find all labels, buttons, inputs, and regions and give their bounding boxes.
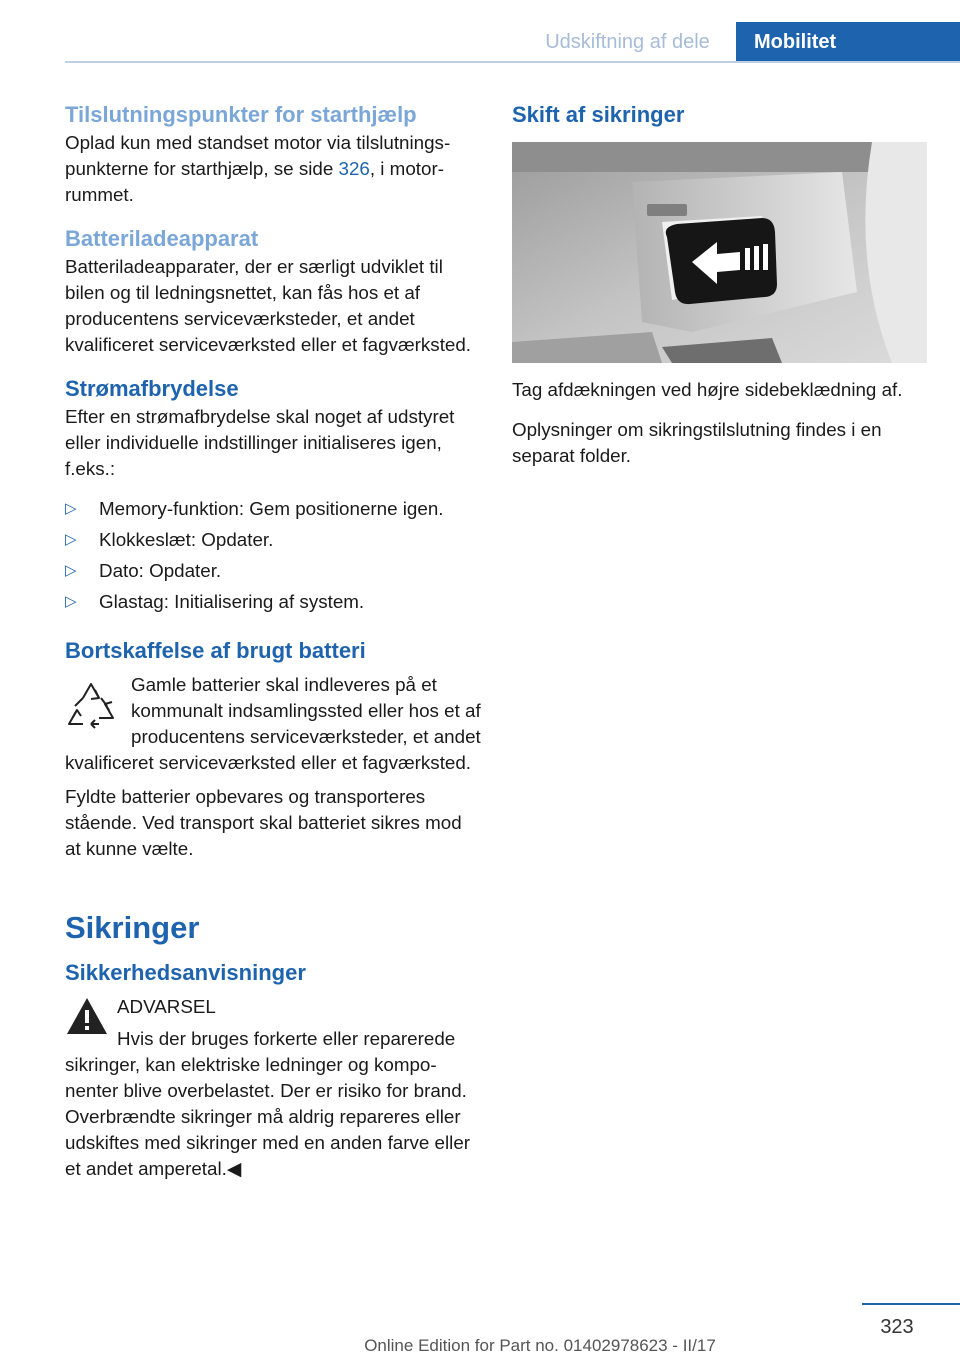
heading-fuses: Sikringer — [65, 910, 200, 945]
bullet-triangle-icon: ▷ — [65, 593, 77, 610]
battery-charger-text: Batteriladeapparater, der er særligt udviklet til bilen og til ledningsnettet, kan fås hos et af producentens serviceværksteder, et andet kvalificeret serviceværksted eller et fagværksted. — [65, 256, 472, 355]
disposal-text: Gamle batterier skal indleveres på et kommunalt indsamlingssted eller hos et af producentens serviceværksteder, et andet kvalificeret serviceværksted eller et fagværksted. — [65, 674, 481, 773]
list-item: ▷ Klokkeslæt: Opdater. — [65, 527, 481, 553]
warning-triangle-icon — [65, 996, 109, 1038]
header-section-tab: Udskiftning af dele — [545, 30, 710, 53]
list-item: ▷ Memory-funktion: Gem positionerne igen. — [65, 496, 481, 522]
warning-text: Hvis der bruges forkerte eller reparerede sikringer, kan elektriske ledninger og komponenter blive overbelastet. Der er risiko for brand. Overbrændte sikringer må aldrig repareres eller udskiftes med sikringer med en anden farve eller et andet amperetal.◀ — [65, 1028, 471, 1179]
heading-battery-charger: Batteriladeapparat — [65, 226, 259, 251]
bullet-triangle-icon: ▷ — [65, 531, 77, 548]
photo-caption: Tag afdækningen ved højre sidebeklædning af. — [512, 379, 903, 400]
header-rule — [65, 61, 960, 63]
header-chapter-tab: Mobilitet — [736, 22, 960, 62]
list-item: ▷ Glastag: Initialisering af system. — [65, 589, 481, 615]
fuse-info-text: Oplysninger om sikringstilslutning findes i en separat folder. — [512, 419, 882, 466]
bullet-triangle-icon: ▷ — [65, 562, 77, 579]
right-column — [512, 100, 932, 469]
fuse-cover-photo — [512, 142, 927, 363]
page-number: 323 — [880, 1316, 914, 1338]
list-item: ▷ Dato: Opdater. — [65, 558, 481, 584]
bullet-triangle-icon: ▷ — [65, 500, 77, 517]
heading-replace-fuses: Skift af sikringer — [512, 102, 685, 127]
power-failure-text: Efter en strømafbrydelse skal noget af udstyret eller individuelle indstillinger initialiseres igen, f.eks.: — [65, 406, 455, 479]
transport-text: Fyldte batterier opbevares og transporteres stående. Ved transport skal batteriet sikres mod at kunne vælte. — [65, 786, 462, 859]
left-column — [65, 100, 481, 1182]
heading-jump-start-points: Tilslutningspunkter for starthjælp — [65, 102, 417, 127]
heading-safety-notes: Sikkerhedsanvisninger — [65, 960, 306, 985]
jump-start-text: Oplad kun med standset motor via tilslutningspunkterne for starthjælp, se side 326, i motorrummet. — [65, 132, 451, 205]
warning-label: ADVARSEL — [117, 996, 216, 1017]
recycle-icon — [65, 676, 117, 736]
page-number-rule — [862, 1303, 960, 1305]
page-link-326[interactable]: 326 — [338, 158, 370, 179]
footer-edition: Online Edition for Part no. 01402978623 - II/17 — [364, 1336, 716, 1355]
heading-power-failure: Strømafbrydelse — [65, 376, 239, 401]
heading-battery-disposal: Bortskaffelse af brugt batteri — [65, 638, 366, 663]
power-failure-list — [65, 496, 481, 615]
